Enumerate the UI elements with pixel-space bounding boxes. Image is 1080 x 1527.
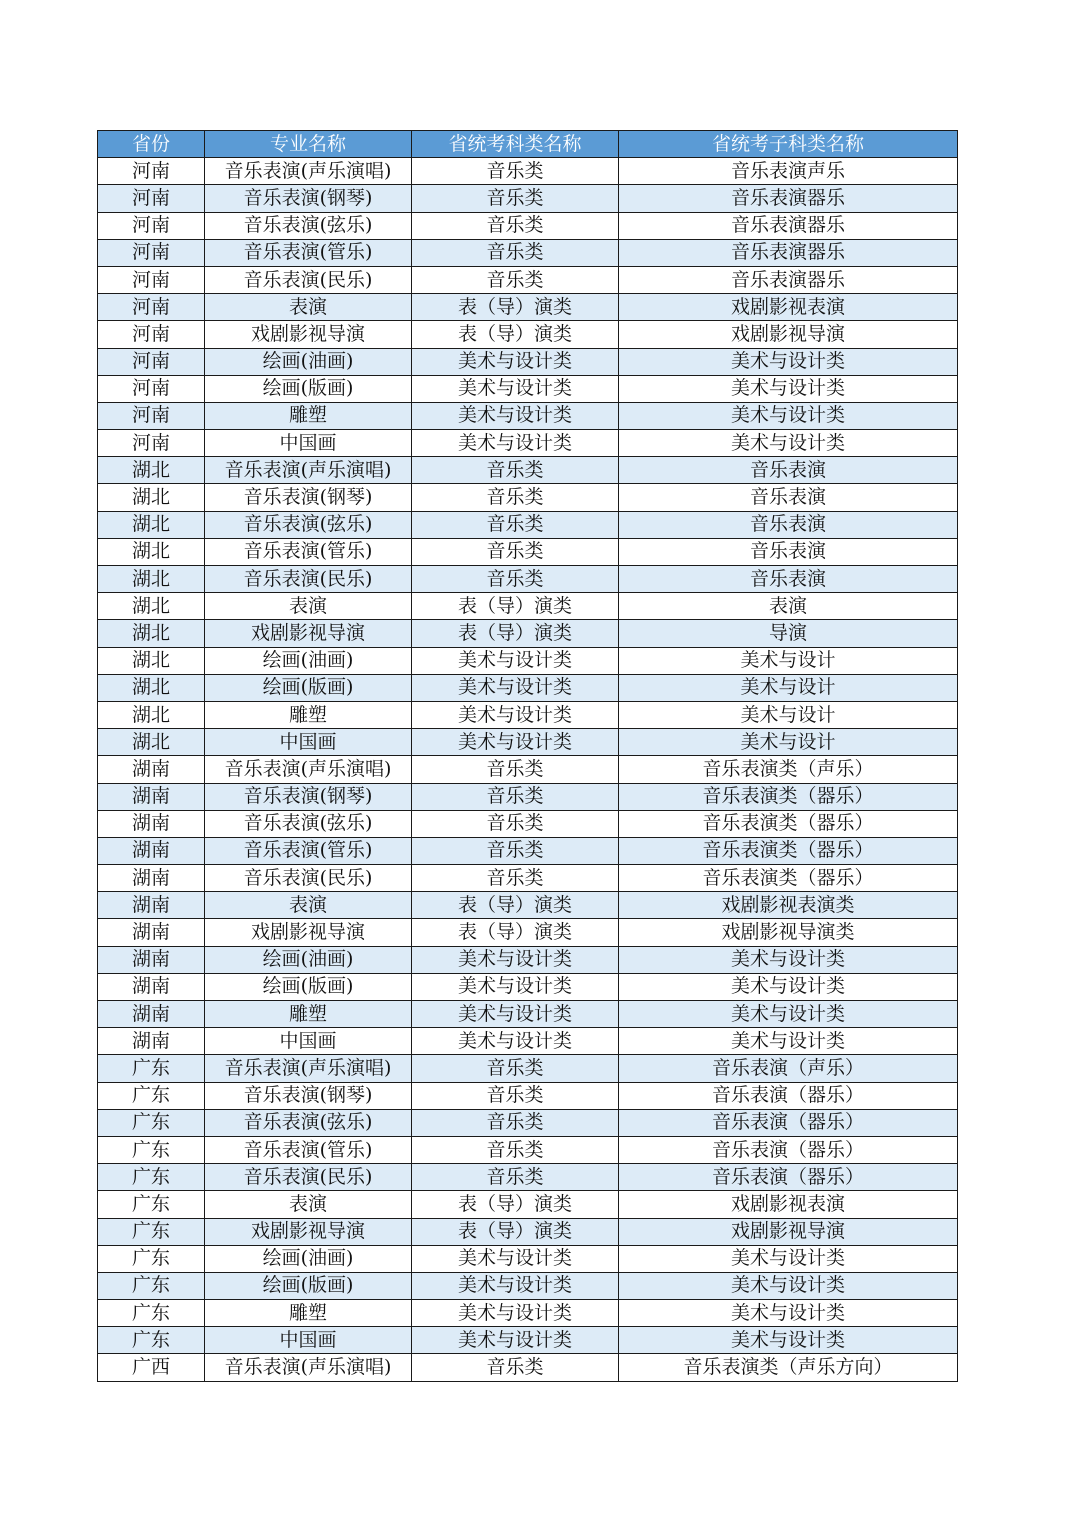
cell-province: 湖北 bbox=[98, 729, 205, 756]
table-row bbox=[98, 729, 958, 756]
cell-exam-category: 美术与设计类 bbox=[412, 729, 619, 756]
cell-major-name: 雕塑 bbox=[205, 701, 412, 728]
header-province: 省份 bbox=[98, 131, 205, 158]
table-row bbox=[98, 1164, 958, 1191]
table-row bbox=[98, 1354, 958, 1381]
cell-exam-category: 音乐类 bbox=[412, 1082, 619, 1109]
cell-exam-category: 音乐类 bbox=[412, 538, 619, 565]
cell-exam-category: 音乐类 bbox=[412, 457, 619, 484]
table-row bbox=[98, 1082, 958, 1109]
province-major-table bbox=[97, 130, 958, 1382]
cell-major-name: 音乐表演(民乐) bbox=[205, 1164, 412, 1191]
table-row bbox=[98, 266, 958, 293]
cell-exam-subcategory: 美术与设计 bbox=[619, 701, 958, 728]
table-row bbox=[98, 321, 958, 348]
cell-province: 湖北 bbox=[98, 538, 205, 565]
table-row bbox=[98, 674, 958, 701]
cell-major-name: 绘画(版画) bbox=[205, 973, 412, 1000]
cell-major-name: 音乐表演(民乐) bbox=[205, 865, 412, 892]
cell-province: 湖北 bbox=[98, 457, 205, 484]
cell-exam-subcategory: 导演 bbox=[619, 620, 958, 647]
cell-province: 广东 bbox=[98, 1191, 205, 1218]
cell-major-name: 表演 bbox=[205, 892, 412, 919]
table-row bbox=[98, 484, 958, 511]
cell-exam-category: 表（导）演类 bbox=[412, 620, 619, 647]
cell-exam-subcategory: 美术与设计类 bbox=[619, 348, 958, 375]
cell-province: 河南 bbox=[98, 294, 205, 321]
cell-major-name: 绘画(油画) bbox=[205, 348, 412, 375]
cell-exam-category: 美术与设计类 bbox=[412, 946, 619, 973]
cell-exam-category: 音乐类 bbox=[412, 511, 619, 538]
cell-exam-category: 音乐类 bbox=[412, 783, 619, 810]
cell-exam-subcategory: 音乐表演器乐 bbox=[619, 212, 958, 239]
cell-province: 广东 bbox=[98, 1272, 205, 1299]
cell-exam-category: 美术与设计类 bbox=[412, 1001, 619, 1028]
table-row bbox=[98, 810, 958, 837]
cell-province: 湖南 bbox=[98, 810, 205, 837]
cell-major-name: 戏剧影视导演 bbox=[205, 620, 412, 647]
cell-province: 湖南 bbox=[98, 892, 205, 919]
cell-province: 河南 bbox=[98, 402, 205, 429]
cell-exam-category: 表（导）演类 bbox=[412, 593, 619, 620]
cell-major-name: 绘画(油画) bbox=[205, 647, 412, 674]
cell-major-name: 音乐表演(钢琴) bbox=[205, 484, 412, 511]
cell-province: 湖北 bbox=[98, 647, 205, 674]
cell-exam-category: 美术与设计类 bbox=[412, 402, 619, 429]
cell-exam-subcategory: 音乐表演 bbox=[619, 566, 958, 593]
cell-province: 河南 bbox=[98, 375, 205, 402]
cell-exam-category: 音乐类 bbox=[412, 239, 619, 266]
table-row bbox=[98, 348, 958, 375]
cell-province: 湖南 bbox=[98, 837, 205, 864]
cell-major-name: 音乐表演(管乐) bbox=[205, 538, 412, 565]
cell-exam-category: 音乐类 bbox=[412, 1164, 619, 1191]
cell-major-name: 戏剧影视导演 bbox=[205, 919, 412, 946]
cell-exam-subcategory: 音乐表演（器乐） bbox=[619, 1136, 958, 1163]
cell-major-name: 中国画 bbox=[205, 430, 412, 457]
cell-major-name: 雕塑 bbox=[205, 1001, 412, 1028]
cell-exam-subcategory: 音乐表演类（器乐） bbox=[619, 865, 958, 892]
table-row bbox=[98, 294, 958, 321]
cell-exam-subcategory: 美术与设计类 bbox=[619, 430, 958, 457]
table-row bbox=[98, 756, 958, 783]
cell-major-name: 戏剧影视导演 bbox=[205, 321, 412, 348]
table-row bbox=[98, 1327, 958, 1354]
cell-major-name: 中国画 bbox=[205, 729, 412, 756]
cell-exam-subcategory: 美术与设计类 bbox=[619, 402, 958, 429]
cell-exam-subcategory: 戏剧影视表演类 bbox=[619, 892, 958, 919]
table-row bbox=[98, 837, 958, 864]
cell-province: 河南 bbox=[98, 321, 205, 348]
cell-province: 广东 bbox=[98, 1082, 205, 1109]
cell-major-name: 音乐表演(声乐演唱) bbox=[205, 1055, 412, 1082]
cell-major-name: 音乐表演(声乐演唱) bbox=[205, 457, 412, 484]
cell-exam-category: 美术与设计类 bbox=[412, 973, 619, 1000]
cell-exam-subcategory: 美术与设计 bbox=[619, 647, 958, 674]
cell-major-name: 中国画 bbox=[205, 1028, 412, 1055]
table-row bbox=[98, 1028, 958, 1055]
table-row bbox=[98, 647, 958, 674]
cell-exam-subcategory: 音乐表演（器乐） bbox=[619, 1082, 958, 1109]
cell-exam-subcategory: 音乐表演器乐 bbox=[619, 185, 958, 212]
cell-exam-category: 美术与设计类 bbox=[412, 1272, 619, 1299]
cell-exam-category: 音乐类 bbox=[412, 837, 619, 864]
cell-exam-subcategory: 美术与设计类 bbox=[619, 1272, 958, 1299]
table-row bbox=[98, 566, 958, 593]
cell-exam-subcategory: 戏剧影视导演 bbox=[619, 321, 958, 348]
cell-province: 广东 bbox=[98, 1245, 205, 1272]
cell-exam-subcategory: 音乐表演器乐 bbox=[619, 266, 958, 293]
cell-exam-subcategory: 音乐表演类（声乐） bbox=[619, 756, 958, 783]
document-table-container bbox=[97, 130, 957, 1382]
cell-province: 湖南 bbox=[98, 946, 205, 973]
cell-exam-subcategory: 音乐表演类（声乐方向） bbox=[619, 1354, 958, 1381]
cell-major-name: 音乐表演(弦乐) bbox=[205, 511, 412, 538]
cell-exam-subcategory: 戏剧影视表演 bbox=[619, 1191, 958, 1218]
cell-exam-subcategory: 音乐表演器乐 bbox=[619, 239, 958, 266]
cell-exam-subcategory: 美术与设计 bbox=[619, 729, 958, 756]
header-exam-category: 省统考科类名称 bbox=[412, 131, 619, 158]
cell-province: 湖北 bbox=[98, 566, 205, 593]
cell-major-name: 表演 bbox=[205, 294, 412, 321]
cell-exam-category: 音乐类 bbox=[412, 158, 619, 185]
cell-exam-category: 表（导）演类 bbox=[412, 892, 619, 919]
cell-exam-category: 美术与设计类 bbox=[412, 430, 619, 457]
cell-major-name: 音乐表演(声乐演唱) bbox=[205, 158, 412, 185]
cell-exam-category: 音乐类 bbox=[412, 566, 619, 593]
cell-exam-category: 美术与设计类 bbox=[412, 701, 619, 728]
table-row bbox=[98, 1272, 958, 1299]
cell-province: 河南 bbox=[98, 185, 205, 212]
cell-major-name: 中国画 bbox=[205, 1327, 412, 1354]
cell-exam-subcategory: 美术与设计类 bbox=[619, 1028, 958, 1055]
cell-exam-category: 美术与设计类 bbox=[412, 1300, 619, 1327]
cell-exam-subcategory: 美术与设计类 bbox=[619, 1300, 958, 1327]
cell-major-name: 音乐表演(声乐演唱) bbox=[205, 1354, 412, 1381]
cell-exam-subcategory: 音乐表演类（器乐） bbox=[619, 810, 958, 837]
cell-province: 湖北 bbox=[98, 620, 205, 647]
cell-exam-category: 音乐类 bbox=[412, 756, 619, 783]
cell-province: 湖南 bbox=[98, 1001, 205, 1028]
cell-major-name: 雕塑 bbox=[205, 402, 412, 429]
cell-major-name: 表演 bbox=[205, 593, 412, 620]
table-body bbox=[98, 158, 958, 1381]
cell-exam-category: 美术与设计类 bbox=[412, 1245, 619, 1272]
table-row bbox=[98, 620, 958, 647]
table-row bbox=[98, 1191, 958, 1218]
table-row bbox=[98, 1218, 958, 1245]
table-row bbox=[98, 892, 958, 919]
cell-exam-category: 美术与设计类 bbox=[412, 674, 619, 701]
table-row bbox=[98, 1055, 958, 1082]
cell-exam-subcategory: 美术与设计类 bbox=[619, 375, 958, 402]
cell-exam-subcategory: 美术与设计类 bbox=[619, 946, 958, 973]
header-exam-subcategory: 省统考子科类名称 bbox=[619, 131, 958, 158]
table-row bbox=[98, 375, 958, 402]
table-row bbox=[98, 1245, 958, 1272]
cell-exam-subcategory: 音乐表演（器乐） bbox=[619, 1109, 958, 1136]
cell-province: 湖南 bbox=[98, 756, 205, 783]
cell-exam-subcategory: 美术与设计类 bbox=[619, 1001, 958, 1028]
cell-exam-category: 美术与设计类 bbox=[412, 1327, 619, 1354]
cell-exam-category: 表（导）演类 bbox=[412, 294, 619, 321]
cell-major-name: 音乐表演(弦乐) bbox=[205, 810, 412, 837]
cell-exam-category: 音乐类 bbox=[412, 266, 619, 293]
table-row bbox=[98, 973, 958, 1000]
table-row bbox=[98, 1300, 958, 1327]
table-row bbox=[98, 430, 958, 457]
cell-province: 河南 bbox=[98, 239, 205, 266]
cell-exam-subcategory: 戏剧影视导演类 bbox=[619, 919, 958, 946]
cell-province: 广东 bbox=[98, 1300, 205, 1327]
cell-province: 广东 bbox=[98, 1055, 205, 1082]
cell-major-name: 戏剧影视导演 bbox=[205, 1218, 412, 1245]
cell-major-name: 绘画(油画) bbox=[205, 946, 412, 973]
cell-exam-subcategory: 音乐表演 bbox=[619, 484, 958, 511]
cell-exam-category: 音乐类 bbox=[412, 865, 619, 892]
cell-exam-subcategory: 美术与设计类 bbox=[619, 1245, 958, 1272]
cell-major-name: 音乐表演(钢琴) bbox=[205, 185, 412, 212]
cell-exam-category: 音乐类 bbox=[412, 484, 619, 511]
cell-exam-category: 表（导）演类 bbox=[412, 321, 619, 348]
cell-major-name: 音乐表演(管乐) bbox=[205, 1136, 412, 1163]
cell-province: 湖南 bbox=[98, 973, 205, 1000]
table-row bbox=[98, 593, 958, 620]
table-row bbox=[98, 946, 958, 973]
cell-exam-category: 表（导）演类 bbox=[412, 1191, 619, 1218]
cell-province: 湖南 bbox=[98, 783, 205, 810]
cell-province: 湖南 bbox=[98, 919, 205, 946]
cell-province: 湖北 bbox=[98, 511, 205, 538]
cell-exam-subcategory: 表演 bbox=[619, 593, 958, 620]
cell-province: 广东 bbox=[98, 1218, 205, 1245]
table-row bbox=[98, 185, 958, 212]
cell-major-name: 音乐表演(钢琴) bbox=[205, 1082, 412, 1109]
cell-exam-category: 音乐类 bbox=[412, 810, 619, 837]
table-row bbox=[98, 239, 958, 266]
cell-exam-subcategory: 音乐表演（声乐） bbox=[619, 1055, 958, 1082]
cell-major-name: 音乐表演(钢琴) bbox=[205, 783, 412, 810]
cell-exam-category: 音乐类 bbox=[412, 1136, 619, 1163]
cell-province: 广东 bbox=[98, 1136, 205, 1163]
table-row bbox=[98, 538, 958, 565]
cell-major-name: 绘画(版画) bbox=[205, 674, 412, 701]
cell-exam-category: 音乐类 bbox=[412, 1109, 619, 1136]
cell-major-name: 音乐表演(民乐) bbox=[205, 266, 412, 293]
cell-major-name: 音乐表演(管乐) bbox=[205, 239, 412, 266]
cell-province: 广东 bbox=[98, 1164, 205, 1191]
cell-major-name: 表演 bbox=[205, 1191, 412, 1218]
cell-exam-subcategory: 音乐表演类（器乐） bbox=[619, 783, 958, 810]
cell-major-name: 音乐表演(弦乐) bbox=[205, 212, 412, 239]
cell-exam-category: 表（导）演类 bbox=[412, 1218, 619, 1245]
cell-province: 湖南 bbox=[98, 1028, 205, 1055]
table-row bbox=[98, 511, 958, 538]
cell-major-name: 雕塑 bbox=[205, 1300, 412, 1327]
cell-exam-subcategory: 戏剧影视表演 bbox=[619, 294, 958, 321]
cell-major-name: 音乐表演(弦乐) bbox=[205, 1109, 412, 1136]
cell-province: 河南 bbox=[98, 158, 205, 185]
table-row bbox=[98, 402, 958, 429]
cell-exam-subcategory: 音乐表演 bbox=[619, 511, 958, 538]
cell-province: 广东 bbox=[98, 1109, 205, 1136]
cell-province: 河南 bbox=[98, 266, 205, 293]
cell-exam-category: 美术与设计类 bbox=[412, 375, 619, 402]
cell-major-name: 绘画(油画) bbox=[205, 1245, 412, 1272]
header-row bbox=[98, 131, 958, 158]
table-row bbox=[98, 212, 958, 239]
cell-province: 湖北 bbox=[98, 674, 205, 701]
table-row bbox=[98, 1001, 958, 1028]
cell-exam-subcategory: 美术与设计类 bbox=[619, 1327, 958, 1354]
cell-province: 湖北 bbox=[98, 593, 205, 620]
cell-exam-subcategory: 音乐表演声乐 bbox=[619, 158, 958, 185]
cell-exam-category: 美术与设计类 bbox=[412, 647, 619, 674]
table-row bbox=[98, 783, 958, 810]
cell-province: 广西 bbox=[98, 1354, 205, 1381]
cell-exam-subcategory: 美术与设计类 bbox=[619, 973, 958, 1000]
cell-exam-category: 美术与设计类 bbox=[412, 348, 619, 375]
cell-major-name: 音乐表演(管乐) bbox=[205, 837, 412, 864]
table-row bbox=[98, 701, 958, 728]
header-major-name: 专业名称 bbox=[205, 131, 412, 158]
cell-exam-category: 音乐类 bbox=[412, 212, 619, 239]
cell-province: 河南 bbox=[98, 348, 205, 375]
cell-exam-subcategory: 戏剧影视导演 bbox=[619, 1218, 958, 1245]
table-row bbox=[98, 1109, 958, 1136]
cell-exam-subcategory: 美术与设计 bbox=[619, 674, 958, 701]
table-row bbox=[98, 1136, 958, 1163]
cell-exam-subcategory: 音乐表演 bbox=[619, 457, 958, 484]
cell-major-name: 音乐表演(声乐演唱) bbox=[205, 756, 412, 783]
table-row bbox=[98, 457, 958, 484]
cell-exam-subcategory: 音乐表演类（器乐） bbox=[619, 837, 958, 864]
cell-exam-subcategory: 音乐表演（器乐） bbox=[619, 1164, 958, 1191]
table-header bbox=[98, 131, 958, 158]
cell-major-name: 音乐表演(民乐) bbox=[205, 566, 412, 593]
table-row bbox=[98, 158, 958, 185]
cell-province: 湖北 bbox=[98, 484, 205, 511]
cell-exam-category: 音乐类 bbox=[412, 1055, 619, 1082]
cell-province: 河南 bbox=[98, 212, 205, 239]
cell-major-name: 绘画(版画) bbox=[205, 375, 412, 402]
cell-exam-category: 音乐类 bbox=[412, 185, 619, 212]
cell-exam-category: 美术与设计类 bbox=[412, 1028, 619, 1055]
cell-exam-subcategory: 音乐表演 bbox=[619, 538, 958, 565]
cell-province: 河南 bbox=[98, 430, 205, 457]
cell-province: 湖北 bbox=[98, 701, 205, 728]
table-row bbox=[98, 919, 958, 946]
cell-province: 广东 bbox=[98, 1327, 205, 1354]
cell-exam-category: 表（导）演类 bbox=[412, 919, 619, 946]
table-row bbox=[98, 865, 958, 892]
cell-major-name: 绘画(版画) bbox=[205, 1272, 412, 1299]
cell-province: 湖南 bbox=[98, 865, 205, 892]
cell-exam-category: 音乐类 bbox=[412, 1354, 619, 1381]
